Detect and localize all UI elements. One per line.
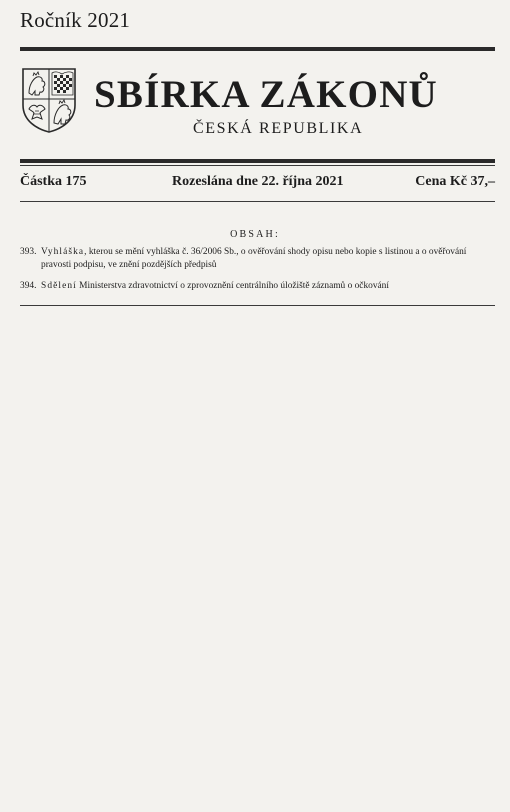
issue-part: Částka 175 — [20, 174, 87, 189]
czech-coat-of-arms-icon — [21, 67, 77, 133]
entry-type: Vyhláška — [41, 247, 85, 257]
info-bottom-rule — [20, 201, 495, 202]
contents-heading: OBSAH: — [230, 229, 280, 240]
entry-number: 394. — [20, 281, 37, 291]
middle-rule-thin — [20, 165, 495, 166]
entry-text — [40, 246, 495, 271]
list-item — [20, 280, 495, 293]
issue-date: Rozeslána dne 22. října 2021 — [172, 174, 344, 189]
volume-label: Ročník 2021 — [20, 8, 131, 32]
issue-price: Cena Kč 37,– — [415, 174, 495, 189]
top-rule — [20, 47, 495, 51]
gazette-title: SBÍRKA ZÁKONŮ — [94, 73, 438, 116]
contents-bottom-rule — [20, 305, 495, 306]
middle-rule-thick — [20, 159, 495, 163]
entry-description: , kterou se mění vyhláška č. 36/2006 Sb., o ověřování shody opisu nebo kopie s listinou a o ověřování pravosti podpisu, ve znění pozdějších předpisů — [41, 247, 467, 270]
entry-number: 393. — [20, 247, 37, 257]
contents-list — [20, 246, 495, 302]
entry-text — [40, 280, 495, 293]
entry-type: Sdělení — [41, 281, 77, 291]
entry-description: Ministerstva zdravotnictví o zprovoznění centrálního úložiště záznamů o očkování — [76, 281, 389, 291]
list-item — [20, 246, 495, 271]
gazette-subtitle: ČESKÁ REPUBLIKA — [193, 120, 364, 137]
